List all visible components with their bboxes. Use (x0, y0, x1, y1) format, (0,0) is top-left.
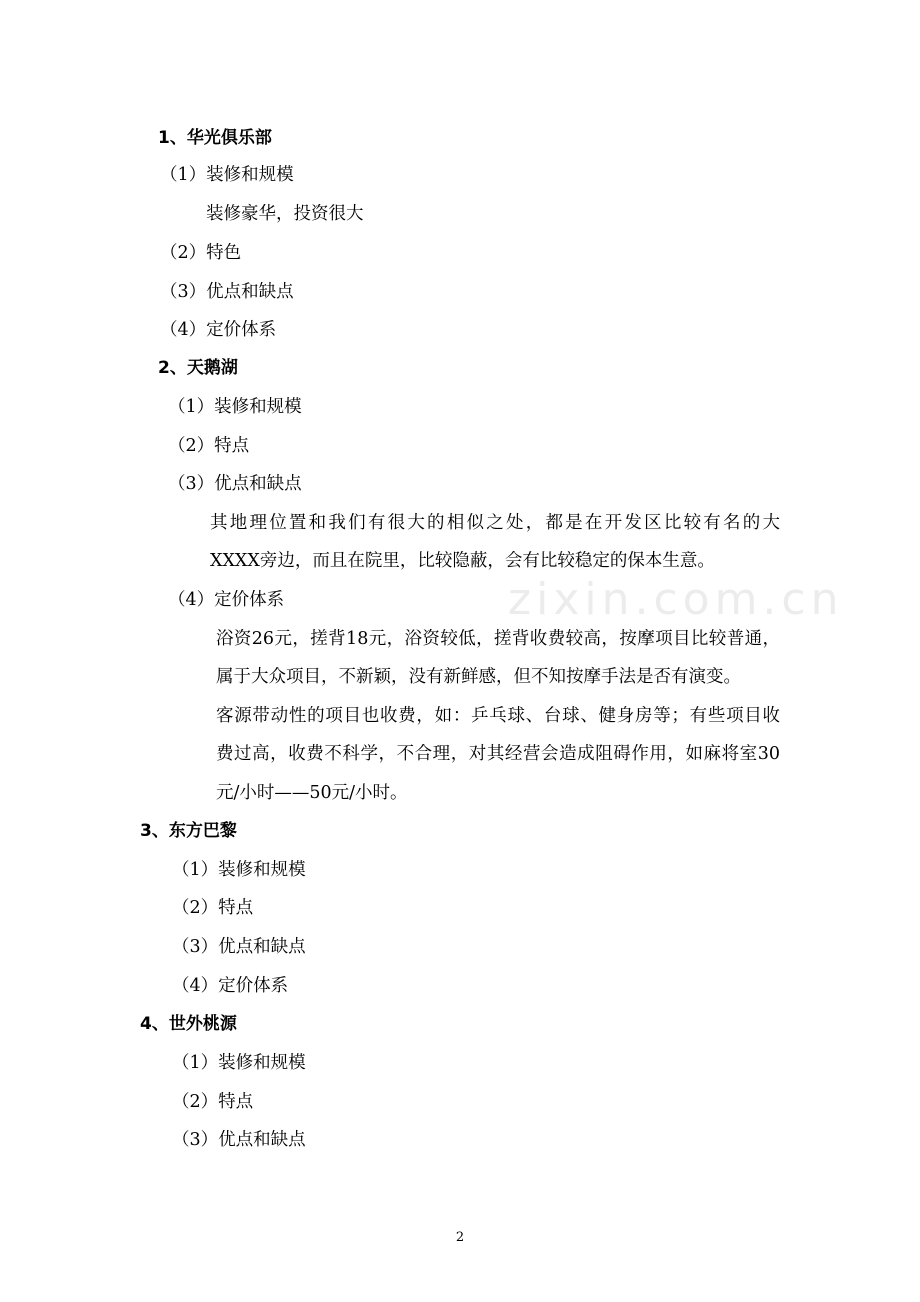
section-heading: 3、东方巴黎 (140, 821, 237, 841)
body-text: 属于大众项目，不新颖，没有新鲜感，但不知按摩手法是否有演变。 (216, 667, 741, 687)
body-text: 客源带动性的项目也收费，如：乒乓球、台球、健身房等；有些项目收 (216, 706, 780, 726)
section-heading: 4、世外桃源 (140, 1014, 237, 1034)
subsection-label: （4）定价体系 (160, 320, 277, 340)
subsection-label: （1）装修和规模 (172, 1053, 306, 1073)
subsection-label: （4）定价体系 (168, 590, 285, 610)
subsection-label: （3）优点和缺点 (168, 474, 302, 494)
watermark: zixin.com.cn (508, 574, 844, 625)
subsection-label: （3）优点和缺点 (160, 282, 294, 302)
body-text: 浴资26元，搓背18元，浴资较低，搓背收费较高，按摩项目比较普通， (216, 629, 780, 649)
subsection-label: （2）特点 (172, 1092, 254, 1112)
subsection-label: （1）装修和规模 (160, 165, 294, 185)
section-heading: 1、华光俱乐部 (158, 128, 272, 148)
body-text: 其地理位置和我们有很大的相似之处，都是在开发区比较有名的大 (210, 513, 780, 533)
subsection-label: （2）特点 (172, 898, 254, 918)
subsection-label: （1）装修和规模 (168, 397, 302, 417)
body-text: 费过高，收费不科学，不合理，对其经营会造成阻碍作用，如麻将室30 (216, 744, 780, 764)
section-heading: 2、天鹅湖 (158, 358, 238, 378)
subsection-label: （2）特点 (168, 436, 250, 456)
body-text: 元/小时——50元/小时。 (216, 783, 408, 803)
subsection-label: （2）特色 (160, 243, 242, 263)
subsection-label: （4）定价体系 (172, 976, 289, 996)
subsection-label: （1）装修和规模 (172, 860, 306, 880)
subsection-label: （3）优点和缺点 (172, 937, 306, 957)
page-number: 2 (455, 1230, 465, 1245)
subsection-label: （3）优点和缺点 (172, 1130, 306, 1150)
body-text: XXXX旁边，而且在院里，比较隐蔽，会有比较稳定的保本生意。 (210, 551, 715, 571)
body-text: 装修豪华，投资很大 (206, 204, 364, 224)
